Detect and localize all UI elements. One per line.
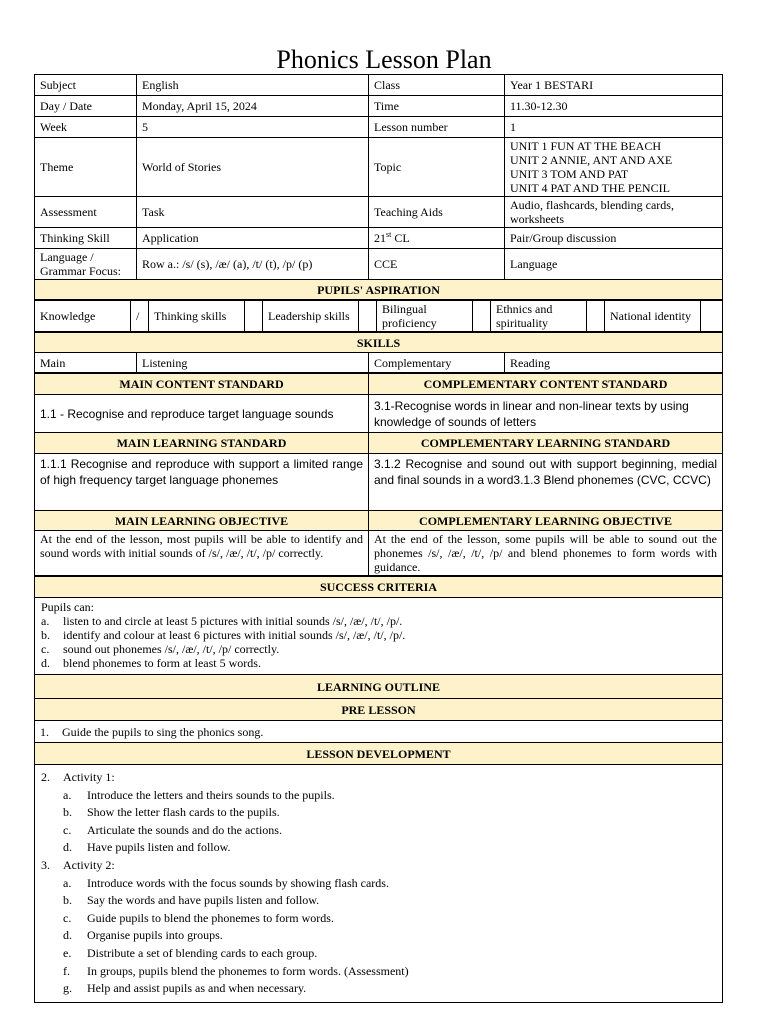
comp-content-standard-header: COMPLEMENTARY CONTENT STANDARD	[369, 374, 723, 395]
skills-header: SKILLS	[35, 333, 723, 353]
list-item: b. Say the words and have pupils listen and follow.	[63, 893, 320, 908]
lesson-label: Lesson number	[369, 117, 505, 138]
assessment-value: Task	[137, 197, 369, 228]
list-item: e. Distribute a set of blending cards to each group.	[63, 945, 318, 960]
aspiration-thinking-mark	[245, 301, 263, 332]
aspiration-bilingual-mark	[473, 301, 491, 332]
lesson-development-header: LESSON DEVELOPMENT	[35, 743, 723, 765]
topic-line: UNIT 4 PAT AND THE PENCIL	[510, 181, 670, 195]
topic-label: Topic	[369, 138, 505, 197]
list-item: b. identify and colour at least 6 pictures with initial sounds /s/, /æ/, /t/, /p/.	[41, 628, 406, 642]
aspiration-knowledge: Knowledge	[35, 301, 131, 332]
aspiration-leadership-mark	[359, 301, 377, 332]
list-item: 2. Activity 1:	[41, 770, 115, 784]
topic-line: UNIT 3 TOM AND PAT	[510, 167, 629, 181]
aspiration-ethnics: Ethnics and spirituality	[491, 301, 587, 332]
day-label: Day / Date	[35, 96, 137, 117]
info-table	[34, 74, 723, 300]
aspiration-table	[34, 300, 723, 332]
subject-label: Subject	[35, 75, 137, 96]
list-item: a. Introduce the letters and theirs sounds to the pupils.	[63, 787, 335, 802]
comp-objective-header: COMPLEMENTARY LEARNING OBJECTIVE	[369, 511, 723, 531]
cce-label: CCE	[369, 249, 505, 280]
main-objective: At the end of the lesson, most pupils will be able to identify and sound words with initial sounds of /s/, /æ/, /t/, /p/ correctly.	[35, 531, 369, 576]
aspiration-leadership: Leadership skills	[263, 301, 359, 332]
list-item: 3. Activity 2:	[41, 857, 115, 872]
grammar-label: Language / Grammar Focus:	[35, 249, 137, 280]
aspiration-bilingual: Bilingual proficiency	[377, 301, 473, 332]
list-item: a. listen to and circle at least 5 pictures with initial sounds /s/, /æ/, /t/, /p/.	[41, 614, 403, 628]
cce-value: Language	[505, 249, 723, 280]
topic-line: UNIT 2 ANNIE, ANT AND AXE	[510, 153, 673, 167]
teaching-aids-label: Teaching Aids	[369, 197, 505, 228]
list-item: a. Introduce words with the focus sounds by showing flash cards.	[63, 875, 389, 890]
comp-objective: At the end of the lesson, some pupils will be able to sound out the phonemes /s/, /æ/, /t/, /p/ and blend phonemes to form words with guidance.	[369, 531, 723, 576]
pre-lesson-content	[35, 721, 723, 743]
topic-value	[505, 138, 723, 197]
outline-table	[34, 576, 723, 1003]
list-item: c. sound out phonemes /s/, /æ/, /t/, /p/ correctly.	[41, 642, 280, 656]
comp-content-standard: 3.1-Recognise words in linear and non-linear texts by using knowledge of sounds of letters	[369, 395, 723, 433]
grammar-value: Row a.: /s/ (s), /æ/ (a), /t/ (t), /p/ (p)	[137, 249, 369, 280]
main-skill-label: Main	[35, 353, 137, 373]
list-item: d. Organise pupils into groups.	[63, 928, 223, 943]
learning-outline-header: LEARNING OUTLINE	[35, 675, 723, 699]
success-criteria-header: SUCCESS CRITERIA	[35, 577, 723, 598]
main-learning-standard-header: MAIN LEARNING STANDARD	[35, 433, 369, 454]
list-item: d. Have pupils listen and follow.	[63, 840, 231, 855]
aspiration-thinking: Thinking skills	[149, 301, 245, 332]
theme-label: Theme	[35, 138, 137, 197]
page-title: Phonics Lesson Plan	[276, 45, 492, 74]
aspiration-knowledge-mark: /	[131, 301, 149, 332]
teaching-aids-value: Audio, flashcards, blending cards, worksheets	[505, 197, 723, 228]
aspiration-ethnics-mark	[587, 301, 605, 332]
aspiration-national: National identity	[605, 301, 701, 332]
comp-learning-standard-header: COMPLEMENTARY LEARNING STANDARD	[369, 433, 723, 454]
subject-value: English	[137, 75, 369, 96]
list-item: d. blend phonemes to form at least 5 words.	[41, 656, 261, 670]
time-value: 11.30-12.30	[505, 96, 723, 117]
thinking-skill-label: Thinking Skill	[35, 228, 137, 249]
theme-value: World of Stories	[137, 138, 369, 197]
comp-skill-value: Reading	[505, 353, 723, 373]
standards-table	[34, 373, 723, 576]
list-item: g. Help and assist pupils as and when necessary.	[63, 981, 307, 996]
list-item: 1. Guide the pupils to sing the phonics song.	[40, 724, 264, 739]
day-value: Monday, April 15, 2024	[137, 96, 369, 117]
comp-skill-label: Complementary	[369, 353, 505, 373]
lesson-development-content	[35, 765, 723, 1003]
main-objective-header: MAIN LEARNING OBJECTIVE	[35, 511, 369, 531]
class-label: Class	[369, 75, 505, 96]
week-value: 5	[137, 117, 369, 138]
aspiration-national-mark	[701, 301, 723, 332]
skills-table	[34, 332, 723, 373]
cl-label: 21st CL	[369, 228, 505, 249]
lesson-plan-page	[34, 74, 722, 1003]
success-criteria	[35, 598, 723, 675]
main-content-standard-header: MAIN CONTENT STANDARD	[35, 374, 369, 395]
topic-line: UNIT 1 FUN AT THE BEACH	[510, 139, 662, 153]
week-label: Week	[35, 117, 137, 138]
list-item: b. Show the letter flash cards to the pupils.	[63, 805, 280, 820]
comp-learning-standard: 3.1.2 Recognise and sound out with support beginning, medial and final sounds in a word3.1.3 Blend phonemes (CVC, CCVC)	[369, 454, 723, 511]
lesson-value: 1	[505, 117, 723, 138]
cl-value: Pair/Group discussion	[505, 228, 723, 249]
assessment-label: Assessment	[35, 197, 137, 228]
list-item: f. In groups, pupils blend the phonemes to form words. (Assessment)	[63, 963, 409, 978]
main-skill-value: Listening	[137, 353, 369, 373]
class-value: Year 1 BESTARI	[505, 75, 723, 96]
main-learning-standard: 1.1.1 Recognise and reproduce with support a limited range of high frequency target language phonemes	[35, 454, 369, 511]
main-content-standard: 1.1 - Recognise and reproduce target language sounds	[35, 395, 369, 433]
pre-lesson-header: PRE LESSON	[35, 699, 723, 721]
list-item: c. Articulate the sounds and do the actions.	[63, 822, 282, 837]
aspiration-header: PUPILS' ASPIRATION	[35, 280, 723, 300]
success-intro: Pupils can:	[41, 600, 94, 614]
time-label: Time	[369, 96, 505, 117]
list-item: c. Guide pupils to blend the phonemes to form words.	[63, 910, 334, 925]
thinking-skill-value: Application	[137, 228, 369, 249]
